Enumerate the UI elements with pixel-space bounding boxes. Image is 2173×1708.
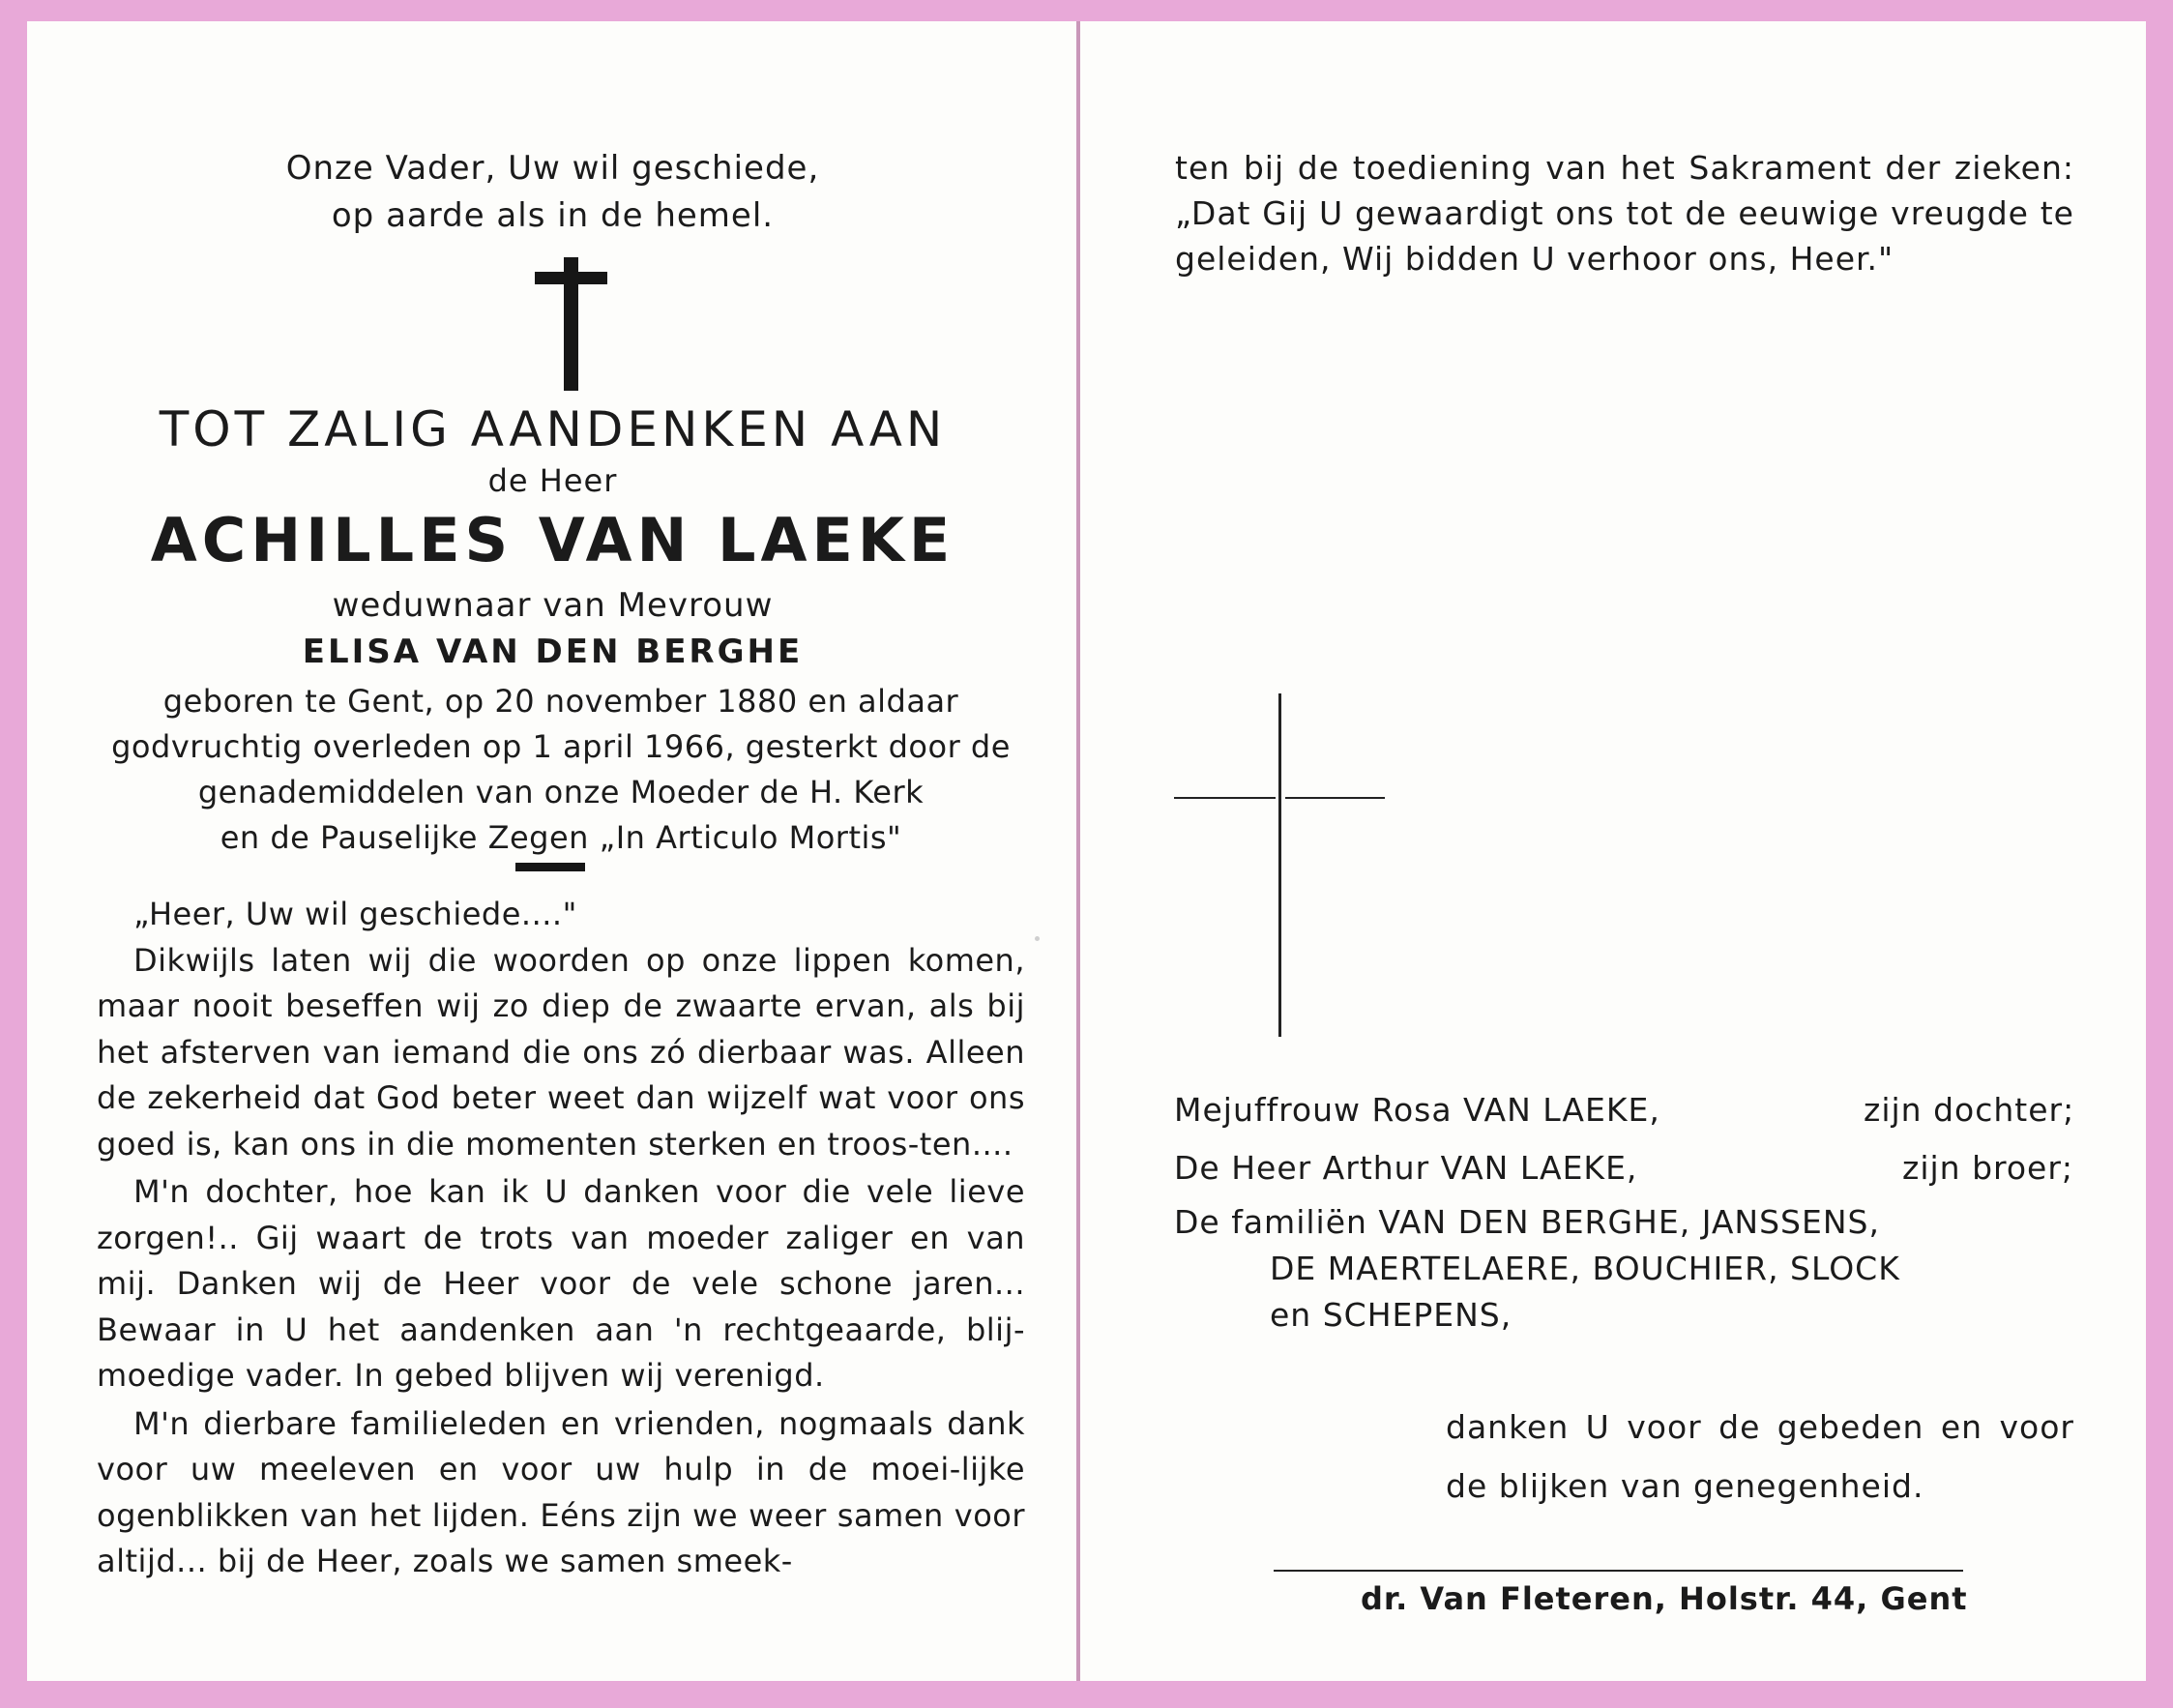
bio-line: en de Pauselijke Zegen „In Articulo Mortis" (220, 819, 902, 856)
widower-line: weduwnaar van Mevrouw (332, 586, 774, 625)
cross-arm-right (1285, 797, 1385, 799)
remembrance-text (97, 892, 1025, 1587)
families-line: DE MAERTELAERE, BOUCHIER, SLOCK (1270, 1250, 1900, 1287)
mourner-relation: zijn broer; (1902, 1149, 2074, 1187)
mourner-name: Mejuffrouw Rosa VAN LAEKE, (1174, 1091, 1660, 1129)
paragraph: Dikwijls laten wij die woorden op onze lippen komen, maar nooit beseffen wij zo diep de zwaarte ervan, als bij het afsterven van iemand die ons zó dierbaar was. Alleen de zekerheid dat God beter weet dan wijzelf wat voor ons goed is, kan ons in die momenten sterken en troos-ten.... (97, 941, 1025, 1163)
paragraph: „Heer, Uw wil geschiede...." (133, 896, 577, 932)
cross-horizontal (535, 272, 607, 284)
mourner-name: De Heer Arthur VAN LAEKE, (1174, 1149, 1638, 1187)
memorial-heading: TOT ZALIG AANDENKEN AAN (159, 401, 947, 457)
printer-credit: dr. Van Fleteren, Holstr. 44, Gent (1361, 1580, 1968, 1617)
speck (1035, 936, 1040, 941)
biography (97, 679, 1025, 861)
prayer-line: Onze Vader, Uw wil geschiede, (285, 149, 820, 188)
paragraph: M'n dierbare familieleden en vrienden, nogmaals dank voor uw meeleven en voor uw hulp in de moei-lijke ogenblikken van het lijden. Eéns zijn we weer samen voor altijd... bij de Heer, zoals we samen smeek- (97, 1404, 1025, 1579)
bio-line: geboren te Gent, op 20 november 1880 en aldaar (162, 683, 959, 720)
cross-vertical (1278, 693, 1281, 1037)
left-page (27, 21, 1078, 1681)
families-line: en SCHEPENS, (1270, 1296, 1512, 1334)
continuation-text (1175, 145, 2074, 281)
prayer-line: op aarde als in de hemel. (331, 196, 775, 235)
bio-line: genademiddelen van onze Moeder de H. Kerk (197, 774, 925, 810)
right-page (1080, 21, 2146, 1681)
bio-line: godvruchtig overleden op 1 april 1966, gesterkt door de (111, 728, 1011, 765)
mourner-relation: zijn dochter; (1864, 1091, 2075, 1129)
spouse-name: ELISA VAN DEN BERGHE (302, 633, 804, 671)
thanks-text: danken U voor de gebeden en voor de blijken van genegenheid. (1446, 1408, 2074, 1505)
separator-bar (515, 863, 585, 871)
prayer-verse (27, 145, 1078, 240)
paragraph: ten bij de toediening van het Sakrament der zieken: „Dat Gij U gewaardigt ons tot de eeuwige vreugde te geleiden, Wij bidden U verhoor ons, Heer." (1175, 149, 2074, 278)
deceased-name: ACHILLES VAN LAEKE (150, 505, 955, 575)
paragraph: M'n dochter, hoe kan ik U danken voor die vele lieve zorgen!.. Gij waart de trots van moeder zaliger en van mij. Danken wij de Heer voor de vele schone jaren... Bewaar in U het aandenken aan 'n rechtgeaarde, blij-moedige vader. In gebed blijven wij verenigd. (97, 1173, 1025, 1394)
families-line: De familiën VAN DEN BERGHE, JANSSENS, (1174, 1203, 1880, 1241)
title-prefix: de Heer (487, 462, 618, 499)
printer-rule (1274, 1570, 1963, 1572)
cross-arm-left (1174, 797, 1276, 799)
